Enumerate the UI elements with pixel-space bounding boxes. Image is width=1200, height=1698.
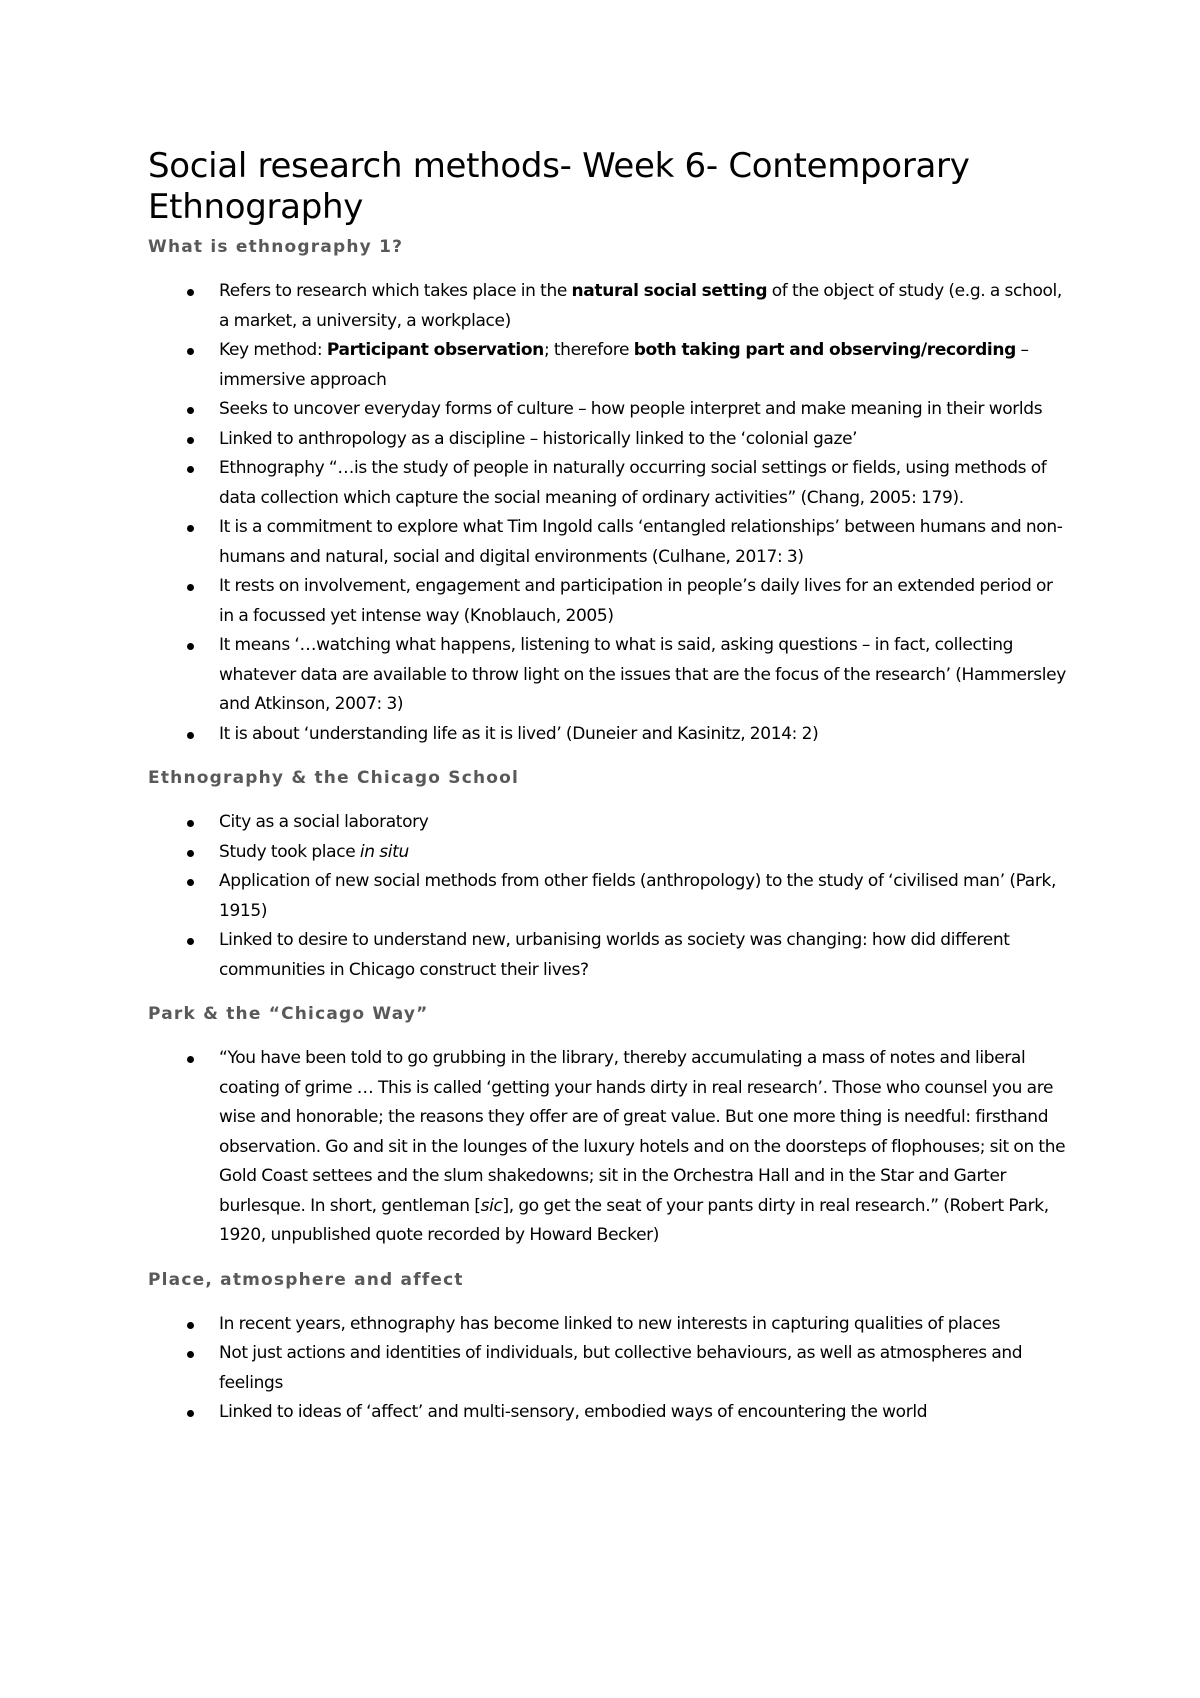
list-item: “You have been told to go grubbing in the library, thereby accumulating a mass of notes and liberal coating of grime … This is called ‘getting your hands dirty in real research’. Those who counsel you are wise and honorable; the reasons they offer are of great value. But one more thing is needful: firsthand observation. Go and sit in the lounges of the luxury hotels and on the doorsteps of flophouses; sit on the Gold Coast settees and the slum shakedowns; sit in the Orchestra Hall and in the Star and Garter burlesque. In short, gentleman [sic], go get the seat of your pants dirty in real research.” (Robert Park, 1920, unpublished quote recorded by Howard Becker) — [148, 1044, 1068, 1251]
list-item: Linked to ideas of ‘affect’ and multi-sensory, embodied ways of encountering the world — [148, 1398, 1068, 1428]
list-item: It rests on involvement, engagement and participation in people’s daily lives for an extended period or in a focussed yet intense way (Knoblauch, 2005) — [148, 572, 1068, 631]
bullet-icon — [187, 348, 194, 355]
list-item: Study took place in situ — [148, 838, 1068, 868]
list-item: It is about ‘understanding life as it is lived’ (Duneier and Kasinitz, 2014: 2) — [148, 720, 1068, 750]
section-heading-chicago-school: Ethnography & the Chicago School — [148, 768, 520, 788]
bullet-icon — [187, 879, 194, 886]
list-item: Refers to research which takes place in the natural social setting of the object of study (e.g. a school, a market, a university, a workplace) — [148, 277, 1068, 336]
list-item: Key method: Participant observation; therefore both taking part and observing/recording – immersive approach — [148, 336, 1068, 395]
bullet-icon — [187, 407, 194, 414]
section-heading-chicago-way: Park & the “Chicago Way” — [148, 1004, 429, 1024]
bullet-icon — [187, 1056, 194, 1063]
list-item: Application of new social methods from other fields (anthropology) to the study of ‘civilised man’ (Park, 1915) — [148, 867, 1068, 926]
list-item: City as a social laboratory — [148, 808, 1068, 838]
bullet-icon — [187, 437, 194, 444]
bullet-icon — [187, 289, 194, 296]
bullet-icon — [187, 938, 194, 945]
list-item: Linked to anthropology as a discipline – historically linked to the ‘colonial gaze’ — [148, 425, 1068, 455]
bullet-list-chicago-school — [148, 808, 1068, 985]
bullet-icon — [187, 732, 194, 739]
bullet-icon — [187, 1410, 194, 1417]
list-item: Seeks to uncover everyday forms of culture – how people interpret and make meaning in their worlds — [148, 395, 1068, 425]
bullet-icon — [187, 584, 194, 591]
page-title: Social research methods- Week 6- Contemporary Ethnography — [148, 146, 970, 227]
list-item: It is a commitment to explore what Tim Ingold calls ‘entangled relationships’ between humans and non-humans and natural, social and digital environments (Culhane, 2017: 3) — [148, 513, 1068, 572]
list-item: Not just actions and identities of individuals, but collective behaviours, as well as atmospheres and feelings — [148, 1339, 1068, 1398]
list-item: In recent years, ethnography has become linked to new interests in capturing qualities of places — [148, 1310, 1068, 1340]
bullet-icon — [187, 1322, 194, 1329]
bullet-icon — [187, 1351, 194, 1358]
section-heading-place-atmosphere-affect: Place, atmosphere and affect — [148, 1269, 464, 1290]
section-heading-what-is-ethnography: What is ethnography 1? — [148, 237, 404, 257]
bullet-icon — [187, 466, 194, 473]
list-item: Linked to desire to understand new, urbanising worlds as society was changing: how did different communities in Chicago construct their lives? — [148, 926, 1068, 985]
list-item: Ethnography “…is the study of people in naturally occurring social settings or fields, using methods of data collection which capture the social meaning of ordinary activities” (Chang, 2005: 179). — [148, 454, 1068, 513]
list-item: It means ‘…watching what happens, listening to what is said, asking questions – in fact, collecting whatever data are available to throw light on the issues that are the focus of the research’ (Hammersley and Atkinson, 2007: 3) — [148, 631, 1068, 720]
bullet-icon — [187, 525, 194, 532]
bullet-list-what-is-ethnography — [148, 277, 1068, 749]
bullet-icon — [187, 820, 194, 827]
bullet-icon — [187, 850, 194, 857]
bullet-list-chicago-way — [148, 1044, 1068, 1251]
bullet-list-place-atmosphere-affect — [148, 1310, 1068, 1428]
bullet-icon — [187, 643, 194, 650]
document-page — [148, 146, 1068, 1428]
